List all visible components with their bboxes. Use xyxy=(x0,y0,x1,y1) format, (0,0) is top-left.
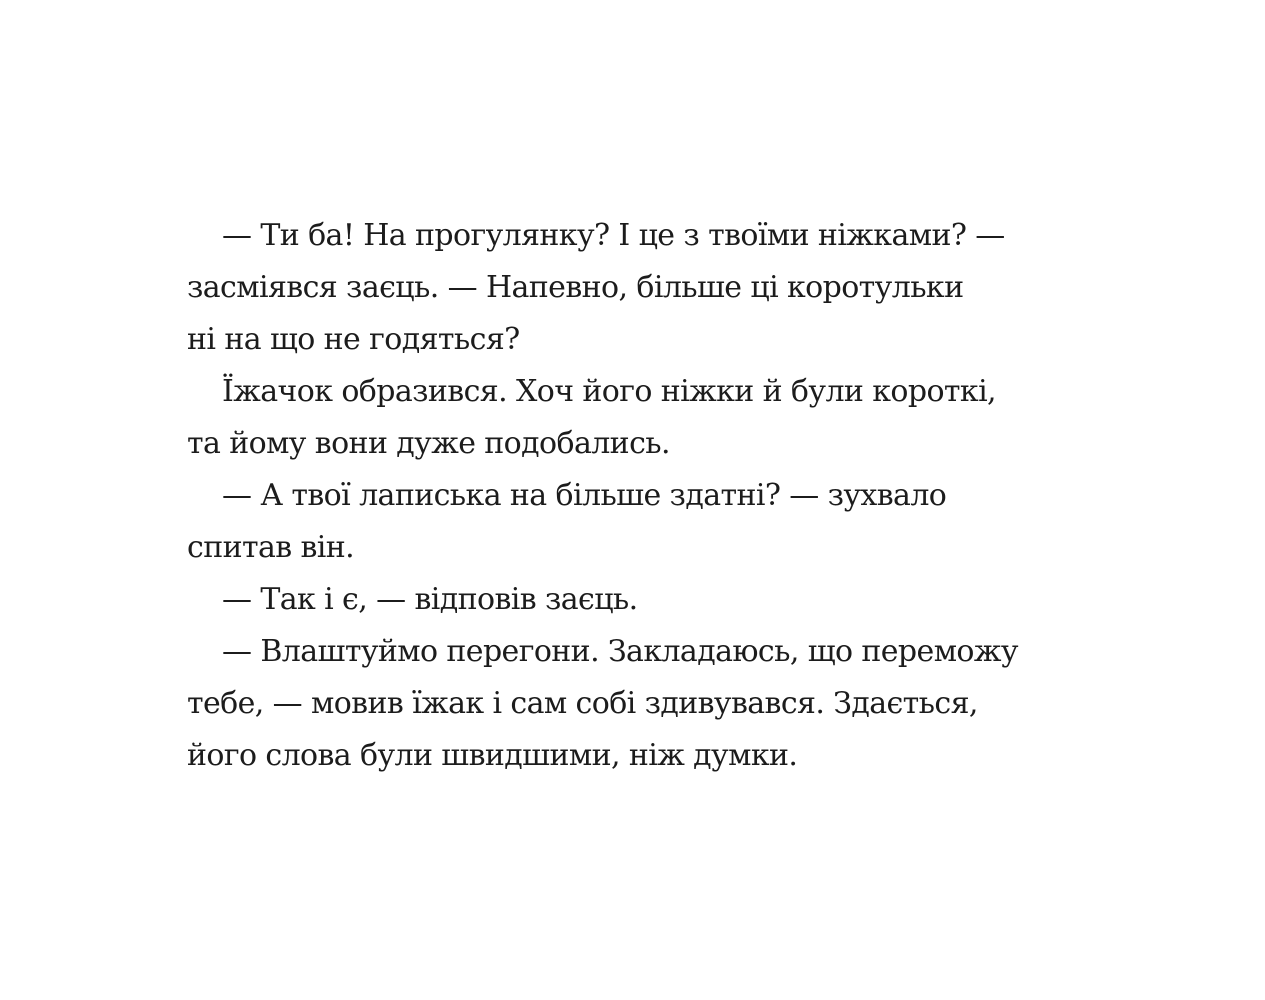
text-line-6: — А твої лаписька на більше здатні? — зухвало xyxy=(222,478,947,513)
text-line-5: та йому вони дуже подобались. xyxy=(187,426,670,461)
text-line-11: його слова були швидшими, ніж думки. xyxy=(187,738,798,773)
text-line-3: ні на що не годяться? xyxy=(187,322,520,357)
text-line-8: — Так і є, — відповів заєць. xyxy=(222,582,638,617)
text-line-1: — Ти ба! На прогулянку? І це з твоїми ніжками? — xyxy=(222,218,1005,253)
text-line-7: спитав він. xyxy=(187,530,355,565)
text-line-2: засміявся заєць. — Напевно, більше ці коротульки xyxy=(187,270,964,305)
text-line-4: Їжачок образився. Хоч його ніжки й були короткі, xyxy=(222,374,996,409)
text-line-9: — Влаштуймо перегони. Закладаюсь, що переможу xyxy=(222,634,1018,669)
story-text xyxy=(187,210,1018,782)
text-line-10: тебе, — мовив їжак і сам собі здивувався. Здається, xyxy=(187,686,978,721)
